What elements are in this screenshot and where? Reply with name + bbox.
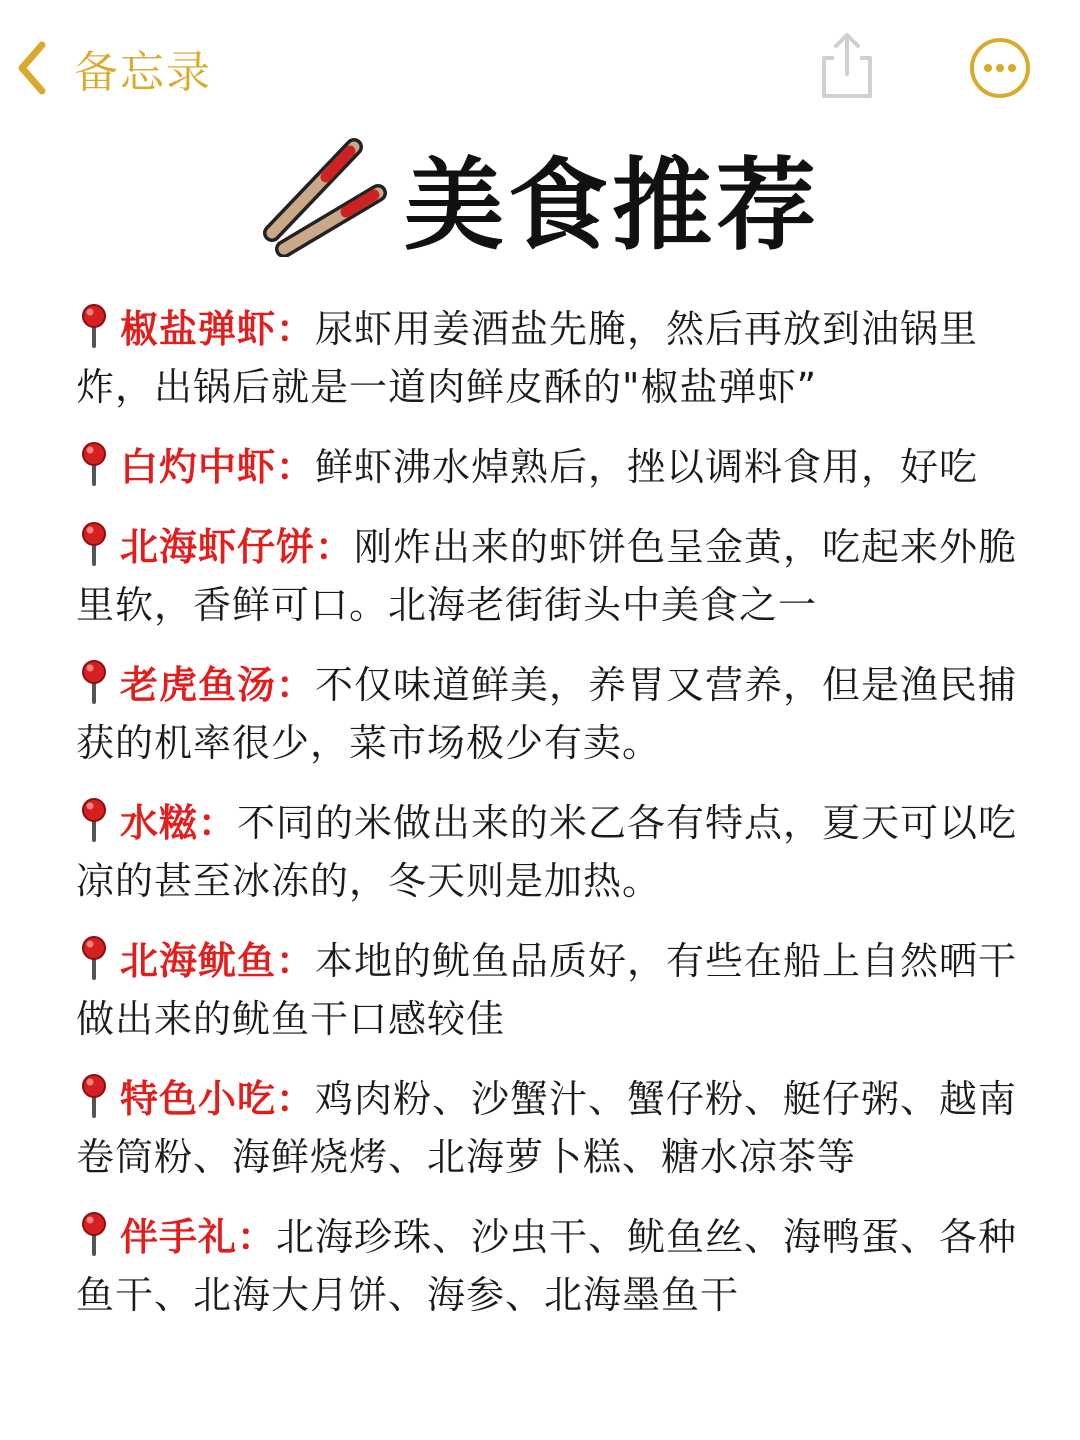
back-button[interactable] [14,30,212,106]
food-entry-3 [76,518,1026,634]
round-pushpin-icon [76,934,112,980]
entry-text: 不仅味道鲜美，养胃又营养，但是渔民捕获的机率很少，菜市场极少有卖。 [76,663,1018,765]
top-navbar [0,0,1080,130]
entry-colon: ： [315,525,355,569]
page-title: 美食推荐 [404,147,820,264]
entry-text: 不同的米做出来的米乙各有特点，夏天可以吃凉的甚至冰冻的，冬天则是加热。 [76,801,1018,903]
title-row [0,132,1080,262]
round-pushpin-icon [76,1210,112,1256]
entry-name: 老虎鱼汤 [120,663,277,707]
chopsticks-icon [260,137,390,257]
share-icon [816,30,878,102]
entry-text: 尿虾用姜酒盐先腌，然后再放到油锅里炸，出锅后就是一道肉鲜皮酥的"椒盐弹虾” [76,307,979,409]
chevron-left-icon [14,39,48,97]
entry-colon: ： [276,1077,316,1121]
entry-name: 白灼中虾 [120,445,277,489]
round-pushpin-icon [76,1072,112,1118]
round-pushpin-icon [76,796,112,842]
share-button[interactable] [816,30,878,102]
entry-name: 伴手礼 [120,1215,238,1259]
food-entry-8 [76,1208,1026,1324]
entry-name: 北海鱿鱼 [120,939,277,983]
entry-text: 鸡肉粉、沙蟹汁、蟹仔粉、艇仔粥、越南卷筒粉、海鲜烧烤、北海萝卜糕、糖水凉茶等 [76,1077,1018,1179]
food-entry-5 [76,794,1026,910]
entry-text: 鲜虾沸水焯熟后，挫以调料食用，好吃 [315,445,979,489]
entry-name: 特色小吃 [120,1077,277,1121]
food-entry-6 [76,932,1026,1048]
round-pushpin-icon [76,520,112,566]
food-entry-7 [76,1070,1026,1186]
entry-colon: ： [276,939,316,983]
entry-text: 北海珍珠、沙虫干、鱿鱼丝、海鸭蛋、各种鱼干、北海大月饼、海参、北海墨鱼干 [76,1215,1018,1317]
food-entry-2 [76,438,1026,496]
entry-text: 刚炸出来的虾饼色呈金黄，吃起来外脆里软，香鲜可口。北海老街街头中美食之一 [76,525,1018,627]
entry-colon: ： [276,663,316,707]
ellipsis-circle-icon [968,36,1032,100]
more-button[interactable] [968,36,1032,100]
entry-colon: ： [276,307,316,351]
entry-text: 本地的鱿鱼品质好，有些在船上自然晒干做出来的鱿鱼干口感较佳 [76,939,1018,1041]
round-pushpin-icon [76,302,112,348]
entry-colon: ： [198,801,238,845]
food-entry-4 [76,656,1026,772]
entry-name: 椒盐弹虾 [120,307,277,351]
back-label: 备忘录 [74,47,212,98]
food-entry-1 [76,300,1026,416]
round-pushpin-icon [76,658,112,704]
round-pushpin-icon [76,440,112,486]
entry-name: 北海虾仔饼 [120,525,316,569]
entry-colon: ： [276,445,316,489]
entry-colon: ： [237,1215,277,1259]
food-entry-list [76,300,1026,1346]
entry-name: 水糍 [120,801,199,845]
